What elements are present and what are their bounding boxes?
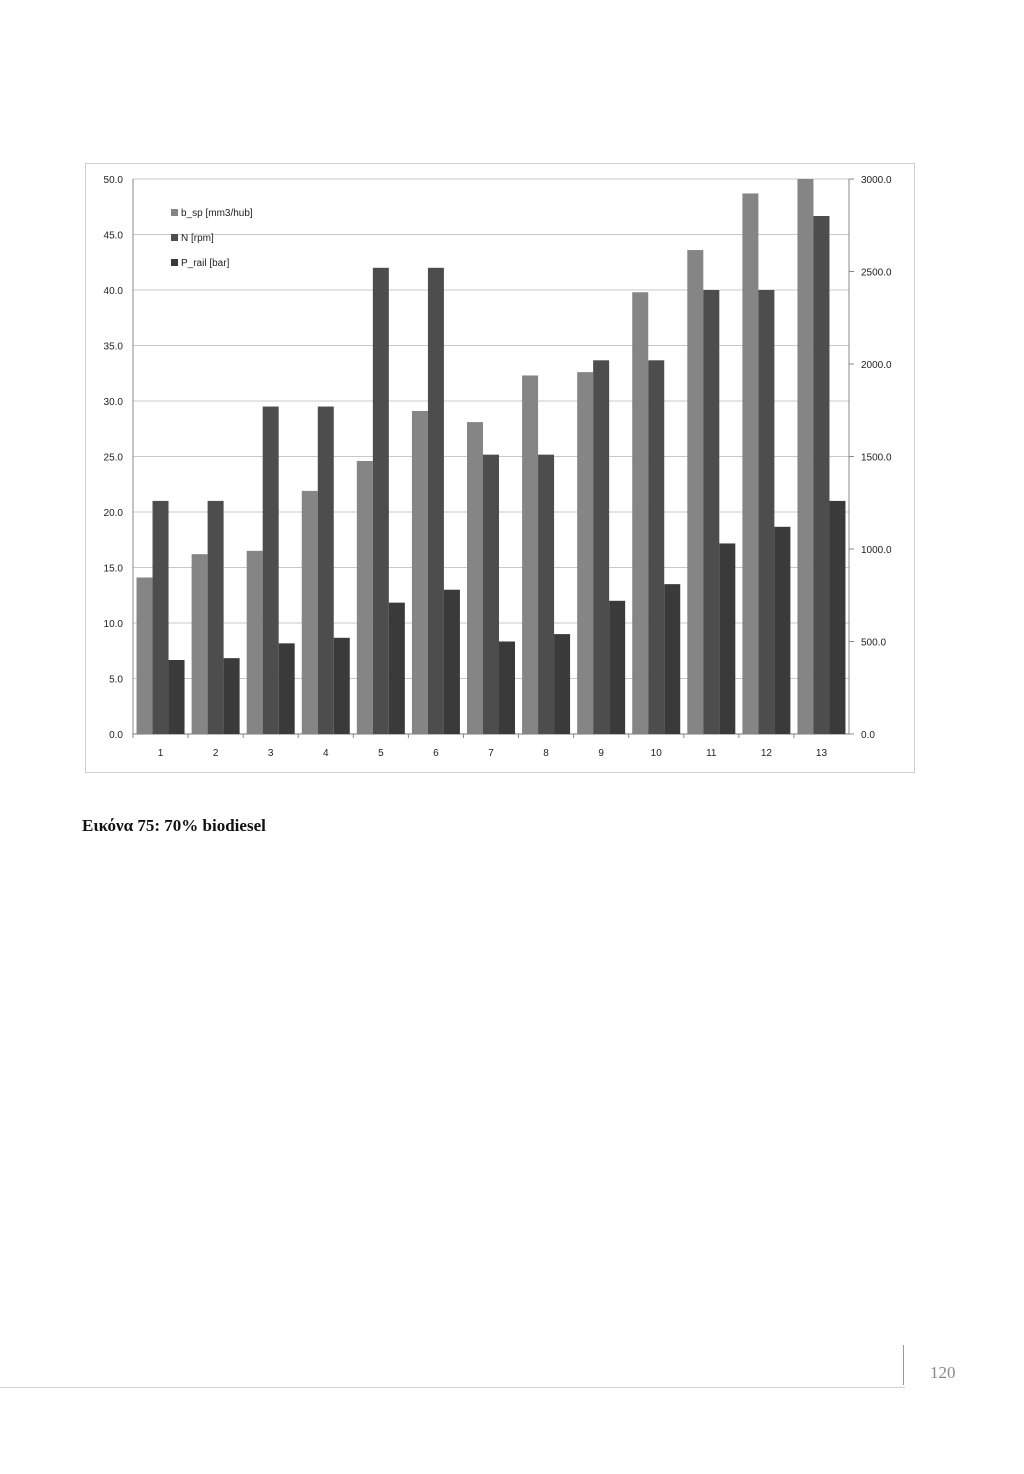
- x-tick-label: 2: [212, 748, 219, 759]
- x-tick-label: 4: [322, 748, 329, 759]
- bar: [554, 634, 570, 734]
- legend-swatch: [171, 209, 178, 216]
- bar: [208, 501, 224, 734]
- bar: [609, 601, 625, 734]
- x-tick-label: 10: [650, 748, 662, 759]
- figure-caption: Εικόνα 75: 70% biodiesel: [82, 816, 266, 835]
- x-tick-label: 8: [543, 748, 549, 759]
- chart-frame: [85, 163, 915, 773]
- legend-swatch: [171, 234, 178, 241]
- bar: [797, 179, 813, 734]
- bar: [302, 491, 318, 734]
- bar: [522, 375, 538, 734]
- x-tick-label: 6: [433, 748, 439, 759]
- y-left-tick-label: 40.0: [103, 286, 123, 297]
- bar-chart: [86, 164, 916, 774]
- x-tick-label: 11: [706, 748, 717, 759]
- y-left-tick-label: 50.0: [103, 175, 123, 186]
- bar: [664, 584, 680, 734]
- bar: [444, 590, 460, 734]
- y-right-tick-label: 500.0: [861, 637, 887, 649]
- bar: [318, 407, 334, 734]
- bar: [758, 290, 774, 734]
- bar: [263, 407, 279, 734]
- y-left-tick-label: 0.0: [109, 730, 123, 741]
- y-left-tick-label: 30.0: [103, 397, 123, 408]
- legend-swatch: [171, 259, 178, 266]
- y-right-tick-label: 3000.0: [861, 175, 892, 186]
- legend-label: b_sp [mm3/hub]: [181, 208, 253, 219]
- bar: [593, 360, 609, 734]
- y-left-tick-label: 20.0: [103, 508, 123, 519]
- x-tick-label: 12: [760, 748, 772, 759]
- legend-label: P_rail [bar]: [181, 258, 230, 269]
- footer-divider: [0, 1387, 905, 1388]
- bar: [389, 603, 405, 734]
- bar: [719, 543, 735, 734]
- bar: [687, 250, 703, 734]
- x-tick-label: 13: [815, 748, 828, 759]
- bar: [703, 290, 719, 734]
- bar: [373, 268, 389, 734]
- bar: [428, 268, 444, 734]
- y-left-tick-label: 45.0: [103, 230, 123, 242]
- x-tick-label: 5: [378, 748, 384, 759]
- y-left-tick-label: 25.0: [103, 452, 123, 464]
- x-tick-label: 1: [157, 748, 164, 759]
- bar: [813, 216, 829, 734]
- bar: [538, 455, 554, 734]
- bar: [224, 658, 240, 734]
- y-left-tick-label: 10.0: [103, 619, 123, 630]
- bar: [412, 411, 428, 734]
- bar: [247, 551, 263, 734]
- x-tick-label: 3: [267, 748, 274, 759]
- bar: [577, 372, 593, 734]
- bar: [357, 461, 373, 734]
- y-right-tick-label: 1000.0: [861, 545, 892, 556]
- y-right-tick-label: 2500.0: [861, 267, 892, 279]
- y-left-tick-label: 15.0: [103, 563, 123, 575]
- y-right-tick-label: 1500.0: [861, 452, 892, 464]
- bar: [192, 554, 208, 734]
- bar: [499, 642, 515, 735]
- bar: [279, 643, 295, 734]
- y-left-tick-label: 5.0: [109, 674, 123, 686]
- bar: [742, 193, 758, 734]
- bar: [153, 501, 169, 734]
- bar: [169, 660, 185, 734]
- y-right-tick-label: 0.0: [861, 730, 875, 741]
- bar: [334, 638, 350, 734]
- legend-label: N [rpm]: [181, 233, 214, 244]
- x-tick-label: 7: [488, 748, 494, 759]
- page-number-separator: [903, 1345, 904, 1385]
- page-number: 120: [930, 1363, 956, 1382]
- bar: [648, 360, 664, 734]
- x-tick-label: 9: [598, 748, 604, 759]
- bar: [137, 577, 153, 734]
- bar: [829, 501, 845, 734]
- y-right-tick-label: 2000.0: [861, 360, 892, 371]
- bar: [467, 422, 483, 734]
- y-left-tick-label: 35.0: [103, 341, 123, 353]
- bar: [774, 527, 790, 734]
- bar: [483, 455, 499, 734]
- bar: [632, 292, 648, 734]
